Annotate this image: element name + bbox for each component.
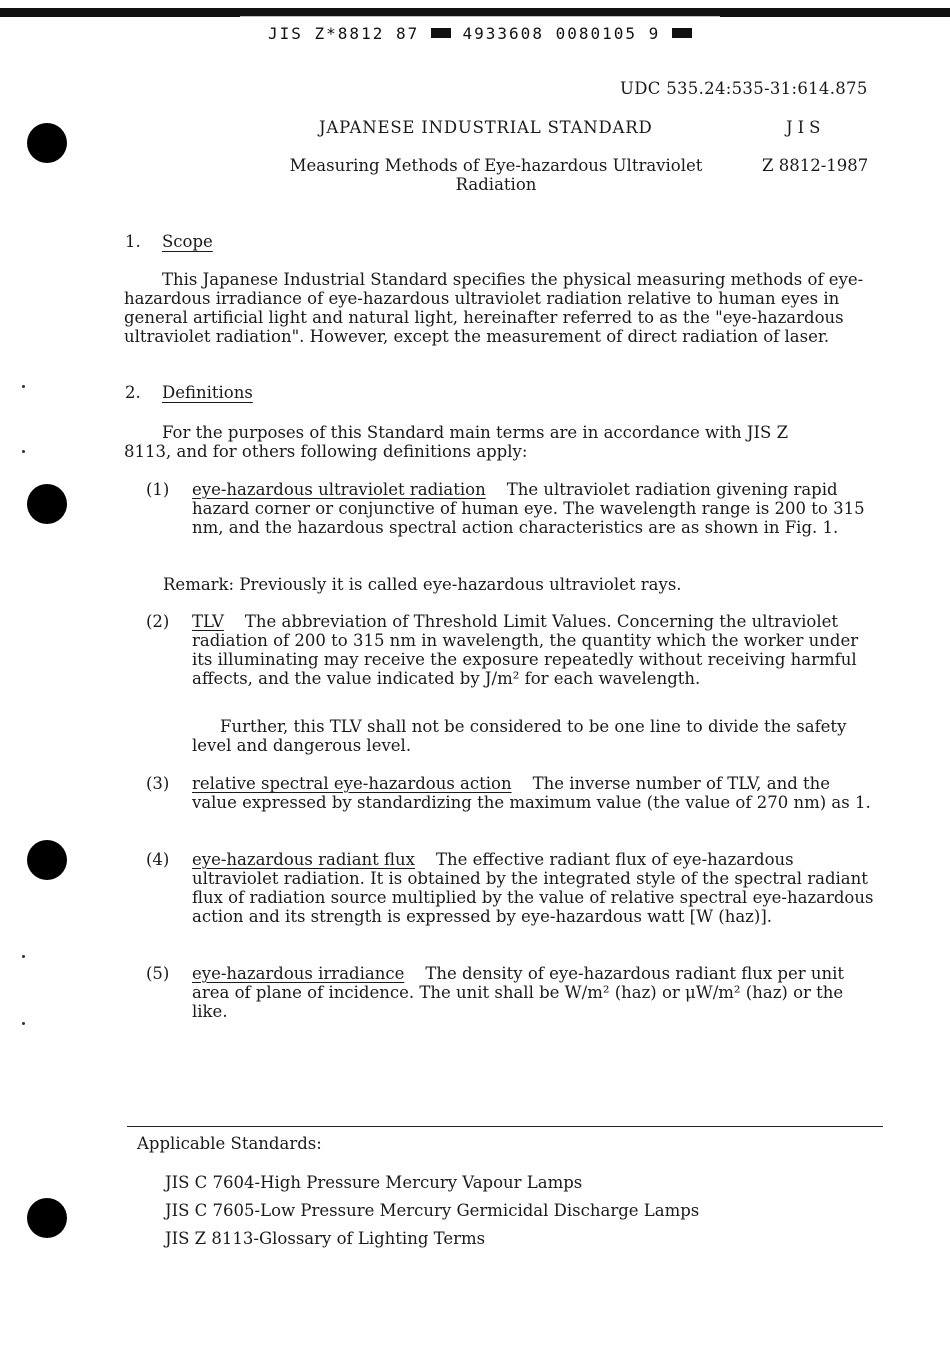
- applicable-standard-item: JIS C 7605-Low Pressure Mercury Germicidal Discharge Lamps: [165, 1201, 700, 1220]
- definition-term: eye-hazardous irradiance: [192, 964, 405, 983]
- definition-item: [192, 774, 876, 812]
- definition-term: TLV: [192, 612, 224, 631]
- punch-hole-icon: [27, 1198, 67, 1238]
- footnote-divider: [127, 1126, 883, 1127]
- microfilm-code-right: 4933608 0080105 9: [462, 24, 661, 43]
- definition-item: [192, 964, 876, 1021]
- definition-number: (5): [146, 964, 170, 983]
- microfilm-code-header: [268, 24, 698, 43]
- definition-term: eye-hazardous radiant flux: [192, 850, 415, 869]
- scope-paragraph: This Japanese Industrial Standard specifies the physical measuring methods of eye-hazardous irradiance of eye-hazardous ultraviolet radiation relative to human eyes in general artificial light and natural light, hereinafter referred to as the "eye-hazardous ultraviolet radiation". However, except the measurement of direct radiation of laser.: [124, 270, 864, 346]
- applicable-standard-item: JIS Z 8113-Glossary of Lighting Terms: [165, 1229, 486, 1248]
- definition-number: (2): [146, 612, 170, 631]
- definitions-intro: For the purposes of this Standard main terms are in accordance with JIS Z 8113, and for others following definitions apply:: [124, 423, 789, 461]
- definition-item: [192, 612, 876, 688]
- section-number: 1.: [125, 232, 141, 251]
- section-title: Scope: [162, 232, 213, 251]
- scan-line: [240, 16, 720, 17]
- punch-hole-icon: [27, 484, 67, 524]
- standard-number: Z 8812-1987: [762, 156, 869, 175]
- punch-hole-icon: [27, 840, 67, 880]
- definition-term: relative spectral eye-hazardous action: [192, 774, 512, 793]
- microfilm-code-left: JIS Z*8812 87: [268, 24, 420, 43]
- definition-number: (4): [146, 850, 170, 869]
- scan-speck: [22, 450, 25, 453]
- definition-term: eye-hazardous ultraviolet radiation: [192, 480, 486, 499]
- document-title: Measuring Methods of Eye-hazardous Ultraviolet Radiation: [289, 156, 703, 194]
- standard-title: JAPANESE INDUSTRIAL STANDARD: [319, 118, 653, 137]
- definition-number: (3): [146, 774, 170, 793]
- definition-item: [192, 480, 876, 537]
- definition-number: (1): [146, 480, 170, 499]
- applicable-standard-item: JIS C 7604-High Pressure Mercury Vapour Lamps: [165, 1173, 583, 1192]
- definition-body: The effective radiant flux of eye-hazardous ultraviolet radiation. It is obtained by the integrated style of the spectral radiant flux of radiation source multiplied by the value of relative spectral eye-hazardous action and its strength is expressed by eye-hazardous watt [W (haz)].: [192, 850, 874, 926]
- applicable-standards-heading: Applicable Standards:: [137, 1134, 322, 1153]
- black-block-mark: [672, 28, 692, 38]
- scan-speck: [22, 955, 25, 958]
- black-block-mark: [431, 28, 451, 38]
- definition-body: The abbreviation of Threshold Limit Values. Concerning the ultraviolet radiation of 200 to 315 nm in wavelength, the quantity which the worker under its illuminating may receive the exposure repeatedly without receiving harmful affects, and the value indicated by J/m² for each wavelength.: [192, 612, 859, 688]
- section-title: Definitions: [162, 383, 253, 402]
- definition-body: The density of eye-hazardous radiant flux per unit area of plane of incidence. The unit shall be W/m² (haz) or μW/m² (haz) or the like.: [192, 964, 844, 1021]
- tlv-further-paragraph: Further, this TLV shall not be considered to be one line to divide the safety level and dangerous level.: [192, 717, 847, 755]
- scan-speck: [22, 1022, 25, 1025]
- definition-item: [192, 850, 876, 926]
- punch-hole-icon: [27, 123, 67, 163]
- definition-body: The ultraviolet radiation givening rapid hazard corner or conjunctive of human eye. The wavelength range is 200 to 315 nm, and the hazardous spectral action characteristics are as shown in Fig. 1.: [192, 480, 865, 537]
- udc-number: UDC 535.24:535-31:614.875: [620, 79, 868, 98]
- jis-mark: JIS: [786, 118, 826, 137]
- remark: Remark: Previously it is called eye-hazardous ultraviolet rays.: [163, 575, 682, 594]
- definition-body: The inverse number of TLV, and the value expressed by standardizing the maximum value (the value of 270 nm) as 1.: [192, 774, 871, 812]
- section-number: 2.: [125, 383, 141, 402]
- scan-speck: [22, 385, 25, 388]
